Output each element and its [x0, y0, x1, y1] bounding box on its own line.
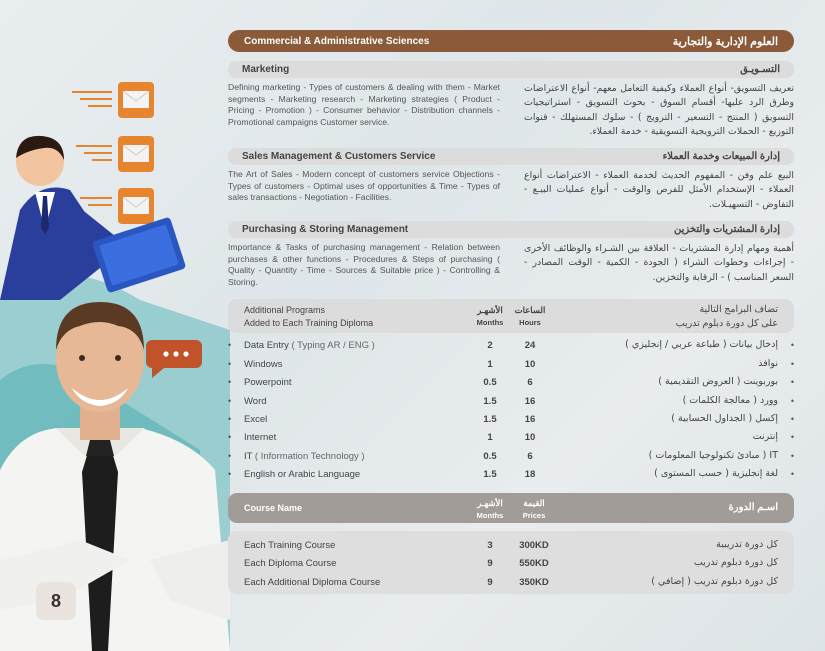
programs-title-ar: تضاف البرامج التالية	[699, 304, 778, 316]
section-title-en: Marketing	[242, 64, 290, 75]
bullet: •	[790, 358, 794, 369]
section-title-en: Sales Management & Customers Service	[242, 151, 436, 163]
bullet: •	[228, 469, 232, 480]
program-months: 0.5	[483, 450, 497, 462]
programs-subtitle-ar: على كل دورة دبلوم تدريب	[675, 318, 778, 330]
program-name-en: English or Arabic Language	[244, 469, 361, 481]
content-panel	[228, 30, 794, 594]
prices-column-header: القيمة Prices	[522, 497, 546, 520]
course-name-header: Course Name	[244, 502, 303, 513]
course-price: 300KD	[519, 539, 549, 551]
bullet: •	[790, 340, 794, 351]
programs-title-en: Additional Programs	[244, 305, 326, 316]
program-row	[228, 393, 794, 411]
course-months: 9	[487, 558, 493, 570]
course-row	[228, 554, 794, 573]
section-marketing	[228, 61, 794, 139]
section-header	[228, 221, 794, 238]
program-name-ar: إكسل ( الجداول الحسابية )	[671, 413, 778, 425]
course-name-en: Each Training Course	[244, 539, 336, 551]
program-name-ar: إدخال بيانات ( طباعة عربي / إنجليزي )	[625, 339, 778, 351]
bullet: •	[228, 358, 232, 369]
bullet: •	[790, 450, 794, 461]
program-name-ar: وورد ( معالجة الكلمات )	[682, 394, 778, 406]
bullet: •	[790, 377, 794, 388]
program-row	[228, 356, 794, 374]
program-months: 1	[487, 432, 493, 444]
program-months: 1.5	[483, 395, 497, 407]
section-text-en: Importance & Tasks of purchasing management - Relation between purchases & other functions - Procedures & Steps of purchasing ( Quality - Quantity - Time - Sources & Suitable price ) - Controlling & Storing.	[228, 242, 500, 287]
program-row	[228, 411, 794, 429]
programs-header	[228, 299, 794, 333]
program-months: 1	[487, 358, 493, 370]
program-name-en: Data Entry ( Typing AR / ENG )	[244, 340, 375, 352]
courses-header	[228, 493, 794, 523]
bullet: •	[228, 432, 232, 443]
course-name-ar: كل دورة دبلوم تدريب ( إضافي )	[651, 575, 778, 587]
programs-list	[228, 337, 794, 484]
section-text-ar: البيع علم وفن - المفهوم الحديث لخدمة العملاء - الاعتراضات أنواع العملاء - الإستخدام الأمثل للفرص والوقت - أنواع عمليات البيـع - التفاوض - التسهيـلات.	[524, 170, 794, 210]
course-price: 550KD	[519, 558, 549, 570]
program-name-en: Excel	[244, 414, 268, 426]
section-text-ar: أهمية ومهام إدارة المشتريات - العلاقة بين الشـراء والوظائف الأخرى - إجراءات وخطوات الشراء ( الجودة - الكمية - الوقت المصادر - السعر المناسب ) - الرقابة والتخزين.	[524, 243, 794, 283]
title-ar: العلوم الإدارية والتجارية	[672, 35, 778, 48]
program-name-en: Powerpoint	[244, 377, 292, 389]
program-name-ar: نوافذ	[758, 357, 778, 369]
section-text-en: The Art of Sales - Modern concept of customers service Objections - Types of customers - Optimal uses of opportunities & Time - Types of sales transactions - Negotiation - Facilities.	[228, 169, 500, 203]
programs-subtitle-en: Added to Each Training Diploma	[244, 318, 374, 329]
bullet: •	[790, 432, 794, 443]
program-hours: 16	[524, 395, 536, 407]
program-hours: 10	[524, 358, 536, 370]
program-row	[228, 448, 794, 466]
section-title-ar: التسـويـق	[740, 64, 780, 75]
course-row	[228, 536, 794, 555]
course-name-en: Each Additional Diploma Course	[244, 576, 381, 588]
bullet: •	[228, 340, 232, 351]
program-row	[228, 429, 794, 447]
program-name-en: Internet	[244, 432, 277, 444]
section-text-en: Defining marketing - Types of customers & dealing with them - Market segments - Marketing research - Marketing strategies ( Product - Pricing - Promotion ) - Consumer behavior - Distribution channels - Promotional campaigns Customer service.	[228, 82, 500, 127]
program-hours: 10	[524, 432, 536, 444]
course-name-ar: كل دورة دبلوم تدريب	[693, 557, 778, 569]
program-hours: 18	[524, 469, 536, 481]
program-row	[228, 374, 794, 392]
bullet: •	[790, 469, 794, 480]
section-purchasing	[228, 221, 794, 288]
bullet: •	[228, 450, 232, 461]
program-months: 2	[487, 340, 493, 352]
program-hours: 24	[524, 340, 536, 352]
section-text-ar: تعريف التسويق- أنواع العملاء وكيفية التعامل معهم- أنواع الاعتراضات وطرق الرد عليها- أقسام السوق - بحوث التسويق - استراتيجيات التسويق ( المنتج - التسعير - الترويج ) - سلوك المستهلك - قنوات التوزيع - الحملات الترويجية التسويقية - خدمة العملاء.	[524, 83, 794, 137]
bullet: •	[790, 414, 794, 425]
months-column-header: الأشهـر Months	[476, 305, 504, 328]
program-name-en: Word	[244, 395, 267, 407]
program-months: 0.5	[483, 377, 497, 389]
section-title-en: Purchasing & Storing Management	[242, 224, 409, 236]
section-sales	[228, 148, 794, 212]
bullet: •	[790, 395, 794, 406]
course-name-header-ar: اسـم الدورة	[728, 501, 778, 513]
program-months: 1.5	[483, 414, 497, 426]
envelope-icon	[76, 136, 154, 172]
months-column-header: الأشهـر Months	[476, 497, 504, 520]
course-row	[228, 573, 794, 592]
program-hours: 16	[524, 414, 536, 426]
course-price: 350KD	[519, 576, 549, 588]
program-name-ar: بوربوينت ( العروض التقديمية )	[658, 376, 778, 388]
bullet: •	[228, 414, 232, 425]
program-hours: 6	[527, 450, 533, 462]
section-header	[228, 61, 794, 78]
course-name-en: Each Diploma Course	[244, 558, 337, 570]
section-title-ar: إدارة المشتريات والتخزين	[674, 224, 780, 236]
section-header	[228, 148, 794, 165]
course-months: 3	[487, 539, 493, 551]
program-name-ar: إنترنت	[752, 431, 778, 443]
bullet: •	[228, 377, 232, 388]
program-name-en: Windows	[244, 358, 283, 370]
section-title-ar: إدارة المبيعات وخدمة العملاء	[662, 151, 780, 163]
title-en: Commercial & Administrative Sciences	[244, 35, 430, 47]
program-row	[228, 466, 794, 484]
page-title-bar	[228, 30, 794, 52]
program-row	[228, 337, 794, 355]
course-name-ar: كل دورة تدريبية	[716, 538, 778, 550]
bullet: •	[228, 395, 232, 406]
program-name-en: IT ( Information Technology )	[244, 450, 365, 462]
page-number: 8	[36, 582, 76, 620]
envelope-icon	[72, 82, 154, 118]
courses-list	[228, 531, 794, 595]
course-months: 9	[487, 576, 493, 588]
hours-column-header: الساعات Hours	[514, 305, 546, 328]
business-illustration	[0, 0, 230, 651]
program-hours: 6	[527, 377, 533, 389]
program-name-ar: IT ( مبادئ تكنولوجيا المعلومات )	[648, 449, 778, 461]
program-months: 1.5	[483, 469, 497, 481]
program-name-ar: لغة إنجليزية ( حسب المستوى )	[654, 468, 778, 480]
